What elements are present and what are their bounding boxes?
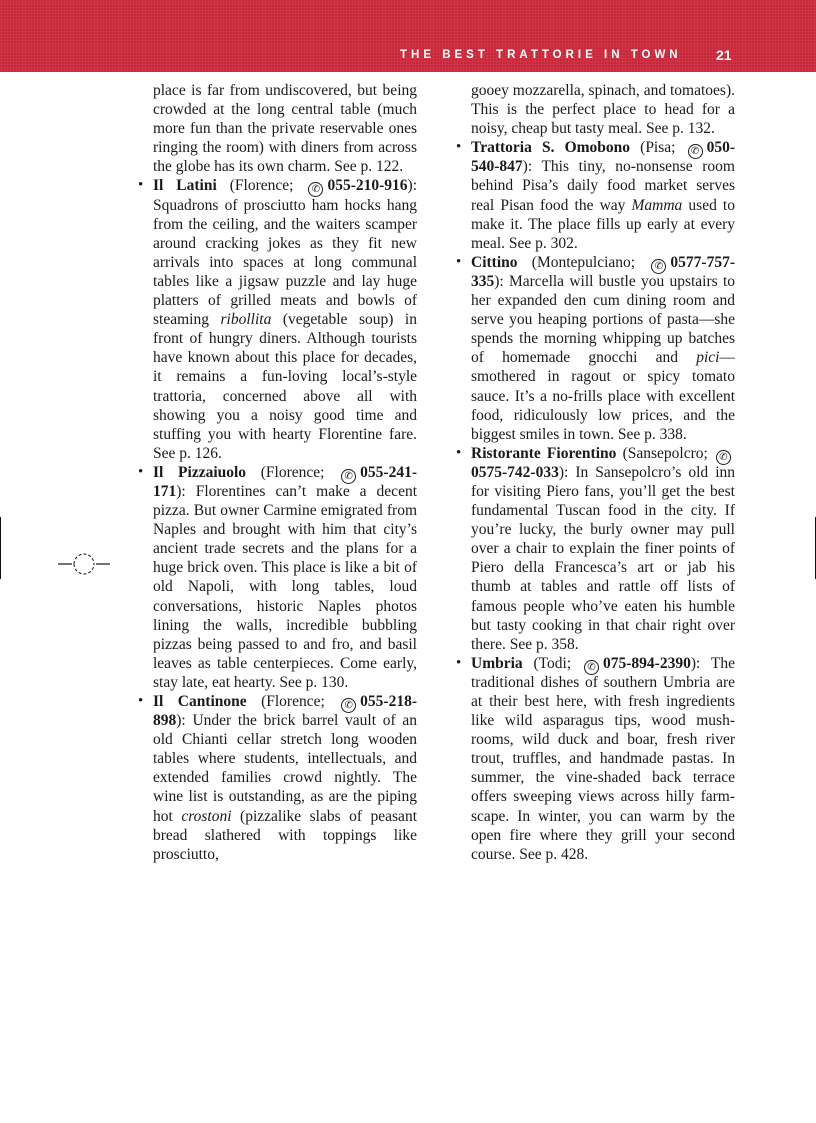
bullet-icon: • (456, 253, 462, 270)
phone-icon: ✆ (341, 698, 356, 713)
phone-icon: ✆ (584, 660, 599, 675)
entry-ristorante-fiorentino: • Ristorante Fiorentino (Sansepolcro; ✆0575-742-033): In Sansepolcro’s old inn for visiting Piero fans, you’ll get the best fundamental Tuscan food in the city. If you’re lucky, the burly owner may pull over a chair to explain the finer points of Piero della Francesca’s art or jab his thumb at tables and rattle off lists of famous people who’ve eaten his humble but tasty cooking in that chair right over there. See p. 358. (456, 444, 736, 653)
phone-number: 075-894-2390 (603, 654, 691, 672)
right-column (456, 81, 736, 864)
restaurant-name: Ristorante Fiorentino (471, 444, 617, 462)
phone-number: 050-540-847 (471, 139, 736, 176)
continued-paragraph: place is far from undiscovered, but being crowded at the long central table (much more fun than the private reservable ones ringing the room) with diners from across the globe has its own charm. See p. 122. (153, 82, 417, 176)
bullet-icon: • (138, 463, 144, 480)
phone-number: 055-218-898 (153, 693, 417, 730)
phone-number: 0577-757-335 (471, 253, 735, 290)
entry-il-pizzaiuolo: • Il Pizzaiuolo (Florence; ✆ 055-241-171): Florentines can’t make a decent pizza. But owner Carmine emigrated from Naples and brought with him that city’s ancient trade secrets and the plans for a huge brick oven. This place is like a bit of old Napoli, with long tables, loud conversations, historic Naples photos lining the walls, incredible bubbling pizzas being passed to and fro, and basil leaves as table centerpieces. Come early, stay late, eat hearty. See p. 130. (138, 463, 417, 691)
restaurant-name: Cittino (471, 253, 518, 271)
bullet-icon: • (456, 654, 462, 671)
continued-paragraph: gooey mozzarella, spinach, and tomatoes). This is the perfect place to head for a noisy, cheap but tasty meal. See p. 132. (471, 82, 735, 138)
bullet-icon: • (456, 444, 462, 461)
bullet-icon: • (456, 139, 462, 156)
phone-number: 0575-742-033 (471, 463, 559, 481)
phone-icon: ✆ (651, 259, 666, 274)
phone-number: 055-241-171 (153, 463, 417, 500)
phone-icon: ✆ (716, 450, 731, 465)
restaurant-name: Il Cantinone (153, 693, 247, 710)
left-column (138, 81, 417, 864)
entry-trattoria-s-omobono: • Trattoria S. Omobono (Pisa; ✆ 050-540-847): This tiny, no-nonsense room behind Pisa’s daily food market serves real Pisan food the way Mamma used to make it. The place fills up early at every meal. See p. 302. (456, 139, 736, 252)
bullet-icon: • (138, 693, 144, 709)
running-head: THE BEST TRATTORIE IN TOWN (400, 49, 682, 61)
registration-mark-icon (58, 549, 110, 579)
bullet-icon: • (138, 177, 144, 194)
phone-icon: ✆ (308, 182, 323, 197)
entry-cittino: • Cittino (Montepulciano; ✆ 0577-757-335): Marcella will bustle you upstairs to her expanded den cum dining room and serve you heaping portions of pasta—she spends the morning whipping up batches of homemade gnocchi and pici—smothered in ragout or spicy tomato sauce. It’s a no-frills place with excellent food, ridiculously low prices, and the biggest smiles in town. See p. 338. (456, 253, 735, 443)
page-number: 21 (716, 47, 732, 63)
restaurant-name: Umbria (471, 654, 523, 672)
phone-icon: ✆ (341, 469, 356, 484)
entry-il-cantinone: • Il Cantinone (Florence; ✆ 055-218-898): Under the brick barrel vault of an old Chianti cellar stretch long wooden tables where students, intellectuals, and extended families crowd nightly. The wine list is outstanding, as are the piping hot crostoni (pizzalike slabs of peasant bread slathered with toppings like prosciutto, (138, 693, 417, 863)
entry-il-latini: • Il Latini (Florence; ✆ 055-210-916): Squadrons of prosciutto ham hocks hang from the ceiling, and the waiters scamper around cracking jokes as they fit new arrivals into spaces at long communal tables like a jigsaw puzzle and lay huge platters of grilled meats and bowls of steaming ribollita (vegetable soup) in front of hungry diners. Although tourists have known about this place for decades, it remains a fun-loving local’s-style trattoria, concerned above all with showing you a noisy good time and stuffing you with hearty Florentine fare. See p. 126. (138, 177, 417, 462)
restaurant-name: Il Pizzaiuolo (153, 463, 247, 481)
entry-umbria: • Umbria (Todi; ✆ 075-894-2390): The traditional dishes of southern Umbria are at their best here, with fresh ingredients like wild asparagus tips, wood mushrooms, wild duck and boar, fresh river trout, truffles, and handmade pastas. In summer, the vine-shaded back terrace offers sweeping views across hilly farmscape. In winter, you can warm by the open fire where they grill your second course. See p. 428. (456, 654, 735, 863)
header-band (0, 0, 816, 72)
crop-mark-left (0, 517, 1, 579)
restaurant-name: Trattoria S. Omobono (471, 139, 631, 157)
phone-number: 055-210-916 (327, 177, 408, 195)
restaurant-name: Il Latini (153, 177, 217, 195)
phone-icon: ✆ (688, 144, 703, 159)
